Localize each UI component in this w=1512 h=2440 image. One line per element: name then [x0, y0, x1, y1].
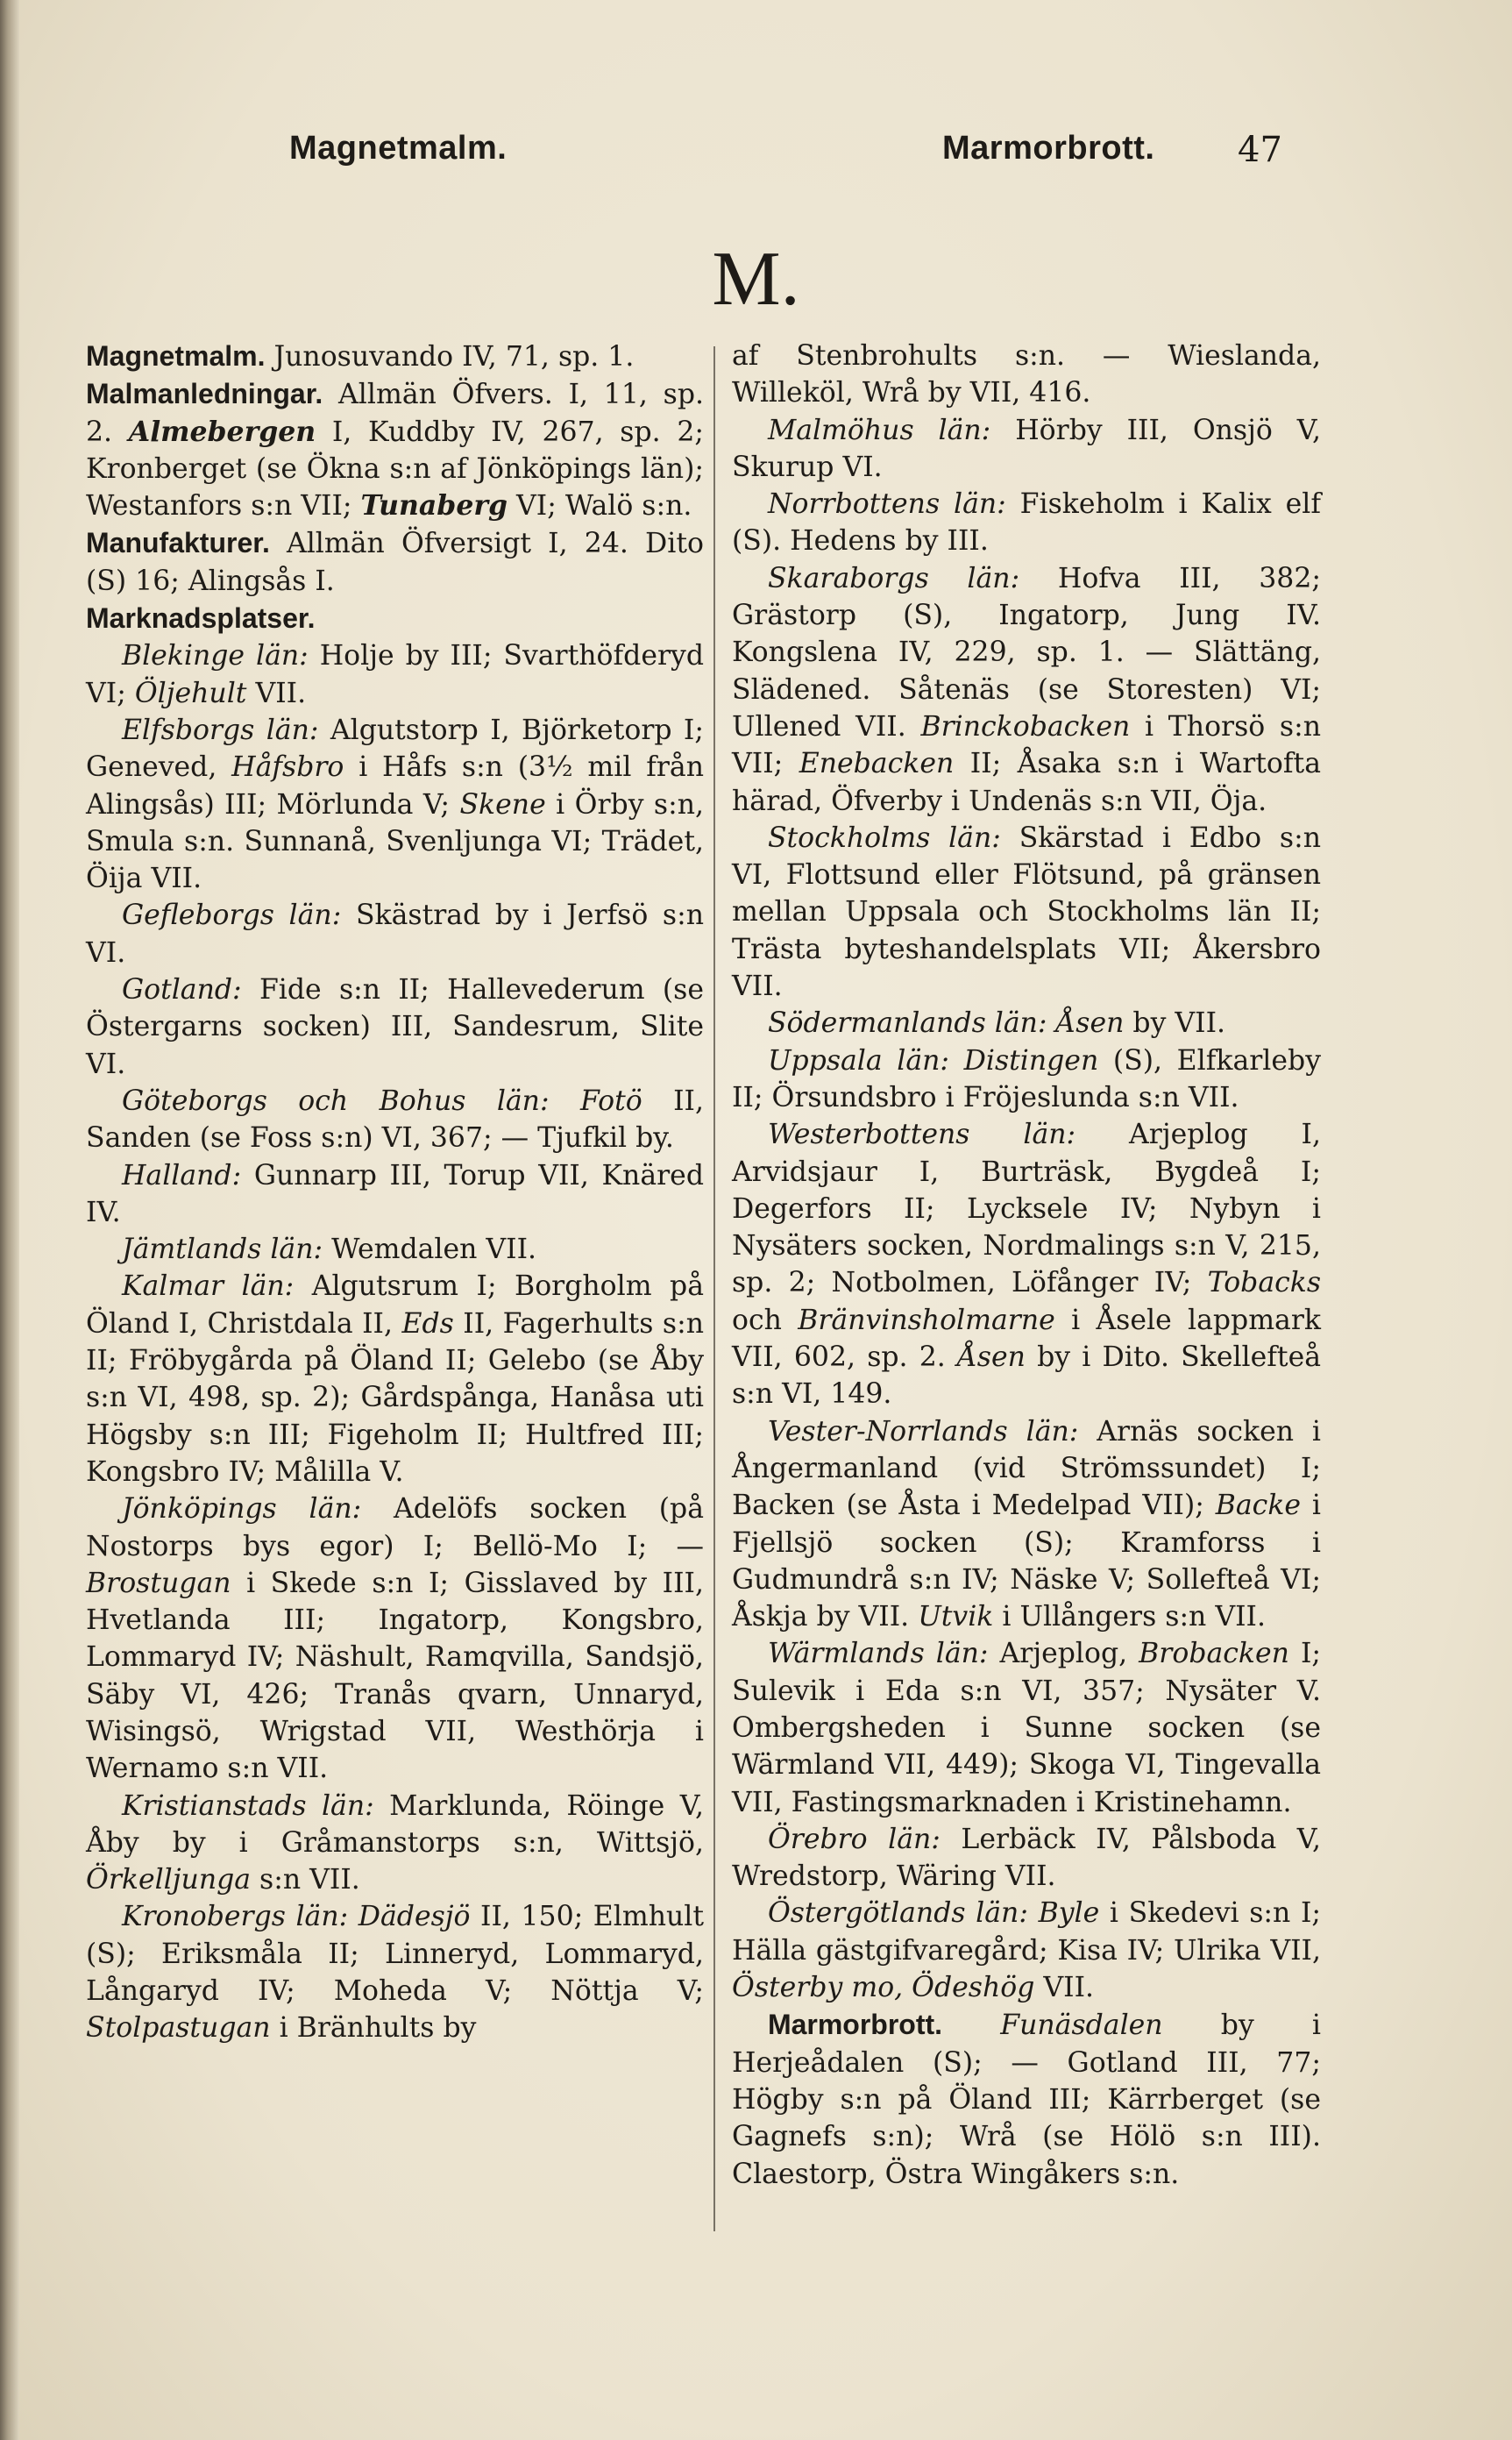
entry-text: Allmän Öfversigt I, 24. Dito (S) 16; Alingsås I. — [86, 528, 704, 597]
place-name: Jämtlands län: — [121, 1234, 323, 1266]
place-name: Brinckobacken — [920, 710, 1131, 743]
running-header — [0, 130, 1512, 182]
place-name: Westerbottens län: — [767, 1119, 1076, 1151]
index-entry — [86, 897, 704, 971]
index-entry — [86, 1083, 704, 1157]
place-name: Håfsbro — [231, 751, 344, 784]
entry-text: (S), Elfkarleby II; Örsundsbro i Fröjeslunda s:n VII. — [732, 1044, 1321, 1113]
place-name: Funäsdalen — [1000, 2010, 1163, 2042]
entry-text: i Thorsö s:n VII; — [732, 710, 1321, 780]
left-column — [86, 338, 704, 2047]
index-entry — [86, 712, 704, 897]
place-name: Uppsala län: Distingen — [767, 1044, 1099, 1077]
index-entry — [86, 338, 704, 375]
entry-text: i Fjellsjö socken (S); Kramforss i Gudmundrå s:n IV; Näske V; Sollefteå VI; Åskja by VII. — [732, 1490, 1322, 1633]
entry-text: och — [732, 1304, 799, 1336]
entry-text: VII. — [246, 677, 307, 709]
entry-text: s:n VII. — [251, 1864, 360, 1896]
entry-text: af Stenbrohults s:n. — Wieslanda, Willeköl, Wrå by VII, 416. — [732, 340, 1321, 409]
place-name: Östergötlands län: Byle — [767, 1897, 1100, 1930]
index-entry — [86, 1898, 704, 2046]
entry-text: i Åsele lappmark VII, 602, sp. 2. — [732, 1304, 1321, 1374]
place-name: Skaraborgs län: — [767, 562, 1020, 594]
index-entry — [732, 1821, 1321, 1896]
place-name: Brostugan — [86, 1567, 231, 1599]
entry-text: by VII. — [1124, 1007, 1226, 1040]
place-name: Brobacken — [1139, 1638, 1289, 1670]
entry-text: I, Kuddby IV, 267, sp. 2; Kronberget (se Ökna s:n af Jönköpings län); Westanfors s:n VII; — [86, 416, 704, 523]
entry-text: II; Åsaka s:n i Wartofta härad, Öfverby i Undenäs s:n VII, Öja. — [732, 748, 1321, 817]
place-name: Gefleborgs län: — [121, 900, 342, 932]
place-name: Eds — [401, 1307, 454, 1340]
entry-text: i Håfs s:n (3½ mil från Alingsås) III; Mörlunda V; — [86, 751, 704, 821]
place-name: Halland: — [121, 1159, 242, 1192]
index-entry — [86, 971, 704, 1083]
column-divider — [713, 346, 715, 2231]
entry-text: i Skede s:n I; Gisslaved by III, Hvetlanda III; Ingatorp, Kongsbro, Lommaryd IV; Näshult, Ramqvilla, Sandsjö, Säby VI, 426; Tranås qvarn, Unnaryd, Wisingsö, Wrigstad VII, Westhörja i Wernamo s:n VII. — [86, 1567, 704, 1785]
entry-text: I; Sulevik i Eda s:n VI, 357; Nysäter V. Ombergsheden i Sunne socken (se Wärmland VII, 449); Skoga VI, Tingevalla VII, Fastingsmarknaden i Kristinehamn. — [732, 1638, 1322, 1818]
entry-text: II, 150; Elmhult (S); Eriksmåla II; Linneryd, Lommaryd, Långaryd IV; Moheda V; Nöttja V; — [86, 1901, 705, 2008]
index-entry — [86, 1788, 704, 1899]
header-right-word: Marmorbrott. — [942, 130, 1155, 167]
index-entry — [86, 600, 704, 637]
index-entry — [732, 1042, 1321, 1117]
entry-text: by i Herjeådalen (S); — Gotland III, 77; Högby s:n på Öland III; Kärrberget (se Gagnefs s:n); Wrå (se Hölö s:n III). Claestorp, Östra Wingåkers s:n. — [732, 2010, 1322, 2190]
place-name: Skene — [459, 788, 546, 821]
place-name: Kristianstads län: — [121, 1789, 374, 1822]
index-entry — [86, 524, 704, 600]
index-entry — [732, 1116, 1321, 1412]
place-name: Öljehult — [134, 677, 247, 709]
entry-text: i Bränhults by — [270, 2012, 477, 2045]
place-name: Åsen — [957, 1341, 1026, 1374]
entry-heading: Marknadsplatser. — [86, 602, 316, 635]
index-entry — [732, 338, 1321, 412]
place-name: Södermanlands län: Åsen — [767, 1007, 1125, 1040]
index-entry — [86, 1490, 704, 1787]
entry-text: Holje by III; Svarthöfderyd VI; — [86, 640, 704, 709]
entry-text: Gunnarp III, Torup VII, Knäred IV. — [86, 1159, 704, 1228]
place-name: Backe — [1215, 1490, 1302, 1522]
entry-text: VI; Walö s:n. — [508, 490, 692, 523]
index-entry — [732, 412, 1321, 487]
entry-text: Wemdalen VII. — [323, 1234, 537, 1266]
index-entry — [86, 1231, 704, 1268]
entry-text: II, Fagerhults s:n II; Fröbygårda på Öland II; Gelebo (se Åby s:n VI, 498, sp. 2); Gårdspånga, Hanåsa uti Högsby s:n III; Figeholm II; Hultfred III; Kongsbro IV; Målilla V. — [86, 1307, 704, 1488]
index-entry — [732, 1413, 1321, 1636]
entry-text: Arjeplog, — [988, 1638, 1139, 1670]
entry-heading: Magnetmalm. — [86, 340, 266, 372]
entry-text: Arnäs socken i Ångermanland (vid Strömssundet) I; Backen (se Åsta i Medelpad VII); — [732, 1415, 1321, 1522]
right-column — [732, 338, 1321, 2193]
place-name: Bränvinsholmarne — [798, 1304, 1055, 1336]
entry-text — [942, 2010, 1000, 2041]
place-name: Wärmlands län: — [767, 1638, 989, 1670]
index-entry — [86, 637, 704, 712]
place-name: Almebergen — [128, 415, 316, 448]
entry-text: Hofva III, 382; Grästorp (S), Ingatorp, Jung IV. Kongslena IV, 229, sp. 1. — Slättäng, Slädened. Såtenäs (se Storesten) VI; Ullened VII. — [732, 562, 1321, 743]
entry-text: Arjeplog I, Arvidsjaur I, Burträsk, Bygdeå I; Degerfors II; Lycksele IV; Nybyn i Nysäters socken, Nordmalings s:n V, 215, sp. 2; Notbolmen, Löfånger IV; — [732, 1119, 1321, 1299]
place-name: Vester-Norrlands län: — [767, 1415, 1079, 1448]
entry-text: i Ullångers s:n VII. — [993, 1601, 1267, 1633]
index-entry — [732, 1005, 1321, 1042]
place-name: Göteborgs och Bohus län: — [121, 1085, 550, 1117]
entry-heading: Marmorbrott. — [767, 2009, 943, 2041]
entry-text: Skästrad by i Jerfsö s:n VI. — [86, 900, 704, 969]
index-entry — [732, 1635, 1321, 1820]
place-name: Utvik — [918, 1601, 994, 1633]
entry-heading: Malmanledningar. — [86, 378, 323, 410]
place-name: Enebacken — [799, 748, 955, 780]
place-name: Kalmar län: — [121, 1270, 295, 1303]
place-name: Stolpastugan — [86, 2012, 271, 2045]
place-name: Stockholms län: — [767, 822, 1001, 854]
entry-text: Allmän Öfvers. I, 11, sp. 2. — [86, 379, 704, 448]
place-name: Kronobergs län: Dädesjö — [121, 1901, 471, 1933]
page-spine-shadow — [0, 0, 19, 2440]
index-entry — [732, 486, 1321, 560]
entry-text: VII. — [1034, 1972, 1095, 2004]
index-entry — [732, 820, 1321, 1005]
entry-text: Hörby III, Onsjö V, Skurup VI. — [732, 414, 1321, 483]
index-entry — [86, 375, 704, 524]
place-name: Elfsborgs län: — [121, 714, 319, 746]
index-entry — [732, 1895, 1321, 2006]
entry-heading: Manufakturer. — [86, 527, 270, 559]
entry-text: i Skedevi s:n I; Hälla gästgifvaregård; Kisa IV; Ulrika VII, — [732, 1897, 1322, 1967]
place-name: Malmöhus län: — [767, 414, 991, 446]
entry-text: Lerbäck IV, Pålsboda V, Wredstorp, Wäring VII. — [732, 1823, 1321, 1893]
entry-text: Adelöfs socken (på Nostorps bys egor) I; Bellö-Mo I; — — [86, 1493, 704, 1562]
place-name: Gotland: — [121, 974, 242, 1007]
entry-text: Fiskeholm i Kalix elf (S). Hedens by III. — [732, 488, 1322, 558]
place-name: Jönköpings län: — [121, 1493, 362, 1526]
page-number: 47 — [1238, 130, 1282, 170]
header-left-word: Magnetmalm. — [289, 130, 508, 167]
entry-text: Algutstorp I, Björketorp I; Geneved, — [86, 714, 704, 784]
place-name: Norrbottens län: — [767, 488, 1006, 521]
place-name: Örebro län: — [767, 1823, 941, 1855]
place-name: Blekinge län: — [121, 640, 309, 672]
entry-text: Junosuvando IV, 71, sp. 1. — [265, 341, 635, 373]
entry-text: Fide s:n II; Hallevederum (se Östergarns socken) III, Sandesrum, Slite VI. — [86, 974, 704, 1080]
index-entry — [732, 2006, 1321, 2192]
entry-text: i Örby s:n, Smula s:n. Sunnanå, Svenljunga VI; Trädet, Öija VII. — [86, 788, 704, 895]
entry-text: Skärstad i Edbo s:n VI, Flottsund eller Flötsund, på gränsen mellan Uppsala och Stockholms län II; Trästa byteshandelsplats VII; Åkersbro VII. — [732, 822, 1321, 1003]
entry-text: Algutsrum I; Borgholm på Öland I, Christdala II, — [86, 1270, 704, 1340]
place-name: Örkelljunga — [86, 1864, 252, 1896]
entry-text: Marklunda, Röinge V, Åby by i Gråmanstorps s:n, Wittsjö, — [86, 1789, 704, 1859]
place-name: Österby mo, Ödeshög — [732, 1972, 1035, 2004]
section-letter: M. — [712, 237, 800, 322]
index-entry — [732, 560, 1321, 820]
entry-text: II, Sanden (se Foss s:n) VI, 367; — Tjufkil by. — [86, 1085, 704, 1155]
place-name: Tobacks — [1207, 1267, 1321, 1299]
index-entry — [86, 1157, 704, 1232]
index-entry — [86, 1268, 704, 1490]
place-name: Tunaberg — [360, 489, 508, 523]
place-name: Fotö — [549, 1085, 642, 1117]
entry-text: by i Dito. Skellefteå s:n VI, 149. — [732, 1341, 1322, 1411]
